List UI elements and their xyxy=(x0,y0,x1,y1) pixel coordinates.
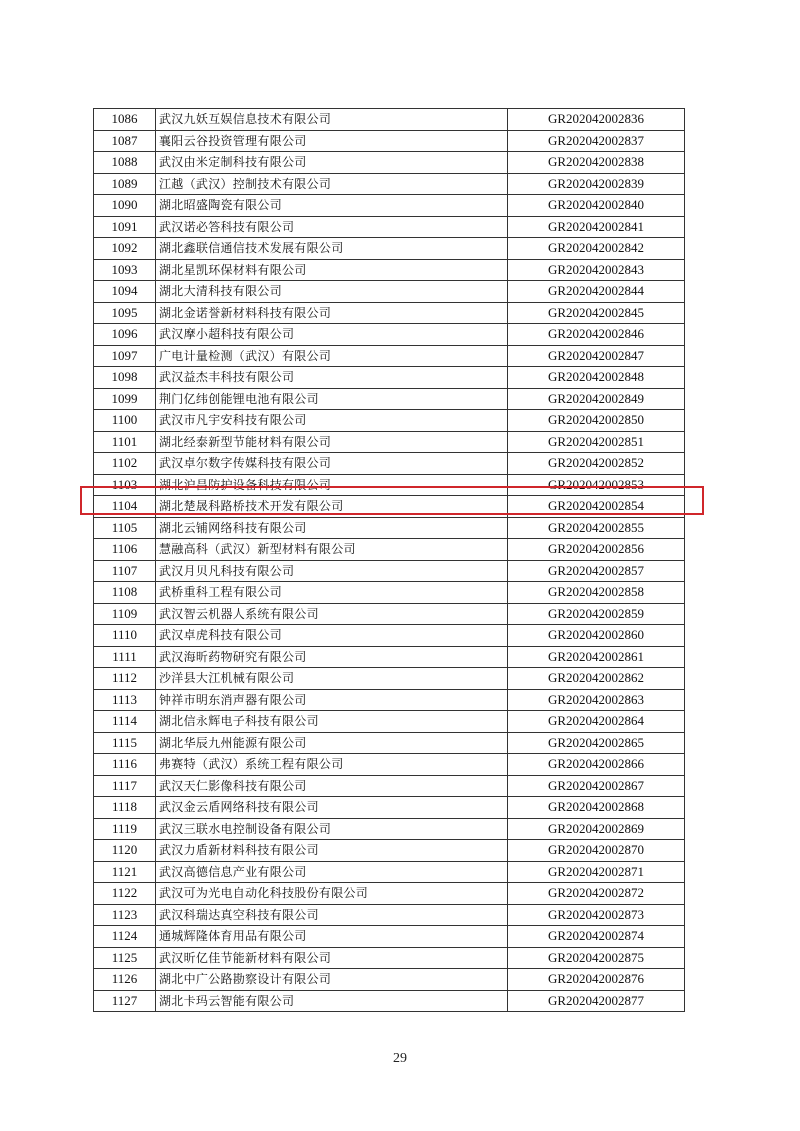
table-row xyxy=(94,947,685,969)
certificate-code-cell: GR202042002839 xyxy=(508,173,685,195)
company-name-cell: 武汉高德信息产业有限公司 xyxy=(156,861,508,883)
company-name-cell: 武汉可为光电自动化科技股份有限公司 xyxy=(156,883,508,905)
certificate-code-cell: GR202042002844 xyxy=(508,281,685,303)
company-name-cell: 湖北鑫联信通信技术发展有限公司 xyxy=(156,238,508,260)
certificate-code-cell: GR202042002857 xyxy=(508,560,685,582)
company-name-cell: 湖北卡玛云智能有限公司 xyxy=(156,990,508,1012)
certificate-code-cell: GR202042002852 xyxy=(508,453,685,475)
certificate-code-cell: GR202042002872 xyxy=(508,883,685,905)
row-number-cell: 1100 xyxy=(94,410,156,432)
row-number-cell: 1122 xyxy=(94,883,156,905)
certificate-code-cell: GR202042002869 xyxy=(508,818,685,840)
row-number-cell: 1108 xyxy=(94,582,156,604)
row-number-cell: 1124 xyxy=(94,926,156,948)
certificate-code-cell: GR202042002867 xyxy=(508,775,685,797)
company-name-cell: 武汉诺必答科技有限公司 xyxy=(156,216,508,238)
row-number-cell: 1121 xyxy=(94,861,156,883)
row-number-cell: 1114 xyxy=(94,711,156,733)
row-number-cell: 1097 xyxy=(94,345,156,367)
table-row xyxy=(94,646,685,668)
row-number-cell: 1123 xyxy=(94,904,156,926)
company-name-cell: 武汉力盾新材料科技有限公司 xyxy=(156,840,508,862)
table-row xyxy=(94,259,685,281)
row-number-cell: 1099 xyxy=(94,388,156,410)
company-name-cell: 武汉金云盾网络科技有限公司 xyxy=(156,797,508,819)
table-row xyxy=(94,238,685,260)
row-number-cell: 1117 xyxy=(94,775,156,797)
certificate-code-cell: GR202042002845 xyxy=(508,302,685,324)
certificate-code-cell: GR202042002840 xyxy=(508,195,685,217)
row-number-cell: 1105 xyxy=(94,517,156,539)
company-name-cell: 湖北中广公路勘察设计有限公司 xyxy=(156,969,508,991)
certificate-code-cell: GR202042002866 xyxy=(508,754,685,776)
company-name-cell: 武汉智云机器人系统有限公司 xyxy=(156,603,508,625)
table-body xyxy=(94,109,685,1012)
company-name-cell: 沙洋县大江机械有限公司 xyxy=(156,668,508,690)
company-name-cell: 武汉昕亿佳节能新材料有限公司 xyxy=(156,947,508,969)
certificate-code-cell: GR202042002850 xyxy=(508,410,685,432)
company-name-cell: 湖北大清科技有限公司 xyxy=(156,281,508,303)
certificate-code-cell: GR202042002864 xyxy=(508,711,685,733)
company-name-cell: 钟祥市明东消声器有限公司 xyxy=(156,689,508,711)
table-row xyxy=(94,689,685,711)
certificate-code-cell: GR202042002862 xyxy=(508,668,685,690)
company-name-cell: 湖北昭盛陶瓷有限公司 xyxy=(156,195,508,217)
company-name-cell: 武汉九妖互娱信息技术有限公司 xyxy=(156,109,508,131)
company-name-cell: 武汉由米定制科技有限公司 xyxy=(156,152,508,174)
certificate-code-cell: GR202042002847 xyxy=(508,345,685,367)
certificate-code-cell: GR202042002868 xyxy=(508,797,685,819)
table-row xyxy=(94,775,685,797)
certificate-code-cell: GR202042002871 xyxy=(508,861,685,883)
table-row xyxy=(94,754,685,776)
company-name-cell: 武汉月贝凡科技有限公司 xyxy=(156,560,508,582)
company-name-cell: 武汉科瑞达真空科技有限公司 xyxy=(156,904,508,926)
row-number-cell: 1118 xyxy=(94,797,156,819)
certificate-code-cell: GR202042002853 xyxy=(508,474,685,496)
company-name-cell: 通城辉隆体育用品有限公司 xyxy=(156,926,508,948)
company-name-cell: 慧融高科（武汉）新型材料有限公司 xyxy=(156,539,508,561)
table-row xyxy=(94,109,685,131)
row-number-cell: 1094 xyxy=(94,281,156,303)
row-number-cell: 1086 xyxy=(94,109,156,131)
table-row xyxy=(94,797,685,819)
table-row xyxy=(94,281,685,303)
certificate-code-cell: GR202042002843 xyxy=(508,259,685,281)
row-number-cell: 1125 xyxy=(94,947,156,969)
table-row xyxy=(94,732,685,754)
certificate-code-cell: GR202042002849 xyxy=(508,388,685,410)
company-name-cell: 荆门亿纬创能锂电池有限公司 xyxy=(156,388,508,410)
certificate-code-cell: GR202042002865 xyxy=(508,732,685,754)
certificate-code-cell: GR202042002877 xyxy=(508,990,685,1012)
company-name-cell: 武桥重科工程有限公司 xyxy=(156,582,508,604)
company-name-cell: 武汉三联水电控制设备有限公司 xyxy=(156,818,508,840)
certificate-code-cell: GR202042002861 xyxy=(508,646,685,668)
row-number-cell: 1126 xyxy=(94,969,156,991)
table-row xyxy=(94,582,685,604)
company-name-cell: 江越（武汉）控制技术有限公司 xyxy=(156,173,508,195)
certificate-code-cell: GR202042002860 xyxy=(508,625,685,647)
row-number-cell: 1098 xyxy=(94,367,156,389)
company-name-cell: 襄阳云谷投资管理有限公司 xyxy=(156,130,508,152)
table-row xyxy=(94,603,685,625)
table-row xyxy=(94,539,685,561)
row-number-cell: 1104 xyxy=(94,496,156,518)
table-row xyxy=(94,216,685,238)
company-name-cell: 武汉市凡宇安科技有限公司 xyxy=(156,410,508,432)
certificate-code-cell: GR202042002870 xyxy=(508,840,685,862)
table-row xyxy=(94,818,685,840)
table-row xyxy=(94,861,685,883)
row-number-cell: 1120 xyxy=(94,840,156,862)
row-number-cell: 1111 xyxy=(94,646,156,668)
company-name-cell: 湖北经泰新型节能材料有限公司 xyxy=(156,431,508,453)
company-name-cell: 广电计量检测（武汉）有限公司 xyxy=(156,345,508,367)
company-name-cell: 武汉卓尔数字传媒科技有限公司 xyxy=(156,453,508,475)
table-row xyxy=(94,431,685,453)
certificate-code-cell: GR202042002873 xyxy=(508,904,685,926)
table-row xyxy=(94,904,685,926)
table-row xyxy=(94,388,685,410)
table-row xyxy=(94,668,685,690)
certificate-code-cell: GR202042002874 xyxy=(508,926,685,948)
company-name-cell: 武汉益杰丰科技有限公司 xyxy=(156,367,508,389)
company-name-cell: 武汉摩小超科技有限公司 xyxy=(156,324,508,346)
company-name-cell: 弗赛特（武汉）系统工程有限公司 xyxy=(156,754,508,776)
table-row xyxy=(94,453,685,475)
company-name-cell: 湖北华辰九州能源有限公司 xyxy=(156,732,508,754)
row-number-cell: 1092 xyxy=(94,238,156,260)
row-number-cell: 1116 xyxy=(94,754,156,776)
company-name-cell: 武汉卓虎科技有限公司 xyxy=(156,625,508,647)
table-row xyxy=(94,926,685,948)
table-row xyxy=(94,130,685,152)
company-name-cell: 湖北楚晟科路桥技术开发有限公司 xyxy=(156,496,508,518)
row-number-cell: 1113 xyxy=(94,689,156,711)
certificate-code-cell: GR202042002855 xyxy=(508,517,685,539)
certificate-code-cell: GR202042002851 xyxy=(508,431,685,453)
company-name-cell: 湖北信永辉电子科技有限公司 xyxy=(156,711,508,733)
company-name-cell: 湖北金诺誉新材料科技有限公司 xyxy=(156,302,508,324)
table-row xyxy=(94,173,685,195)
certificate-code-cell: GR202042002856 xyxy=(508,539,685,561)
certificate-code-cell: GR202042002875 xyxy=(508,947,685,969)
table-row xyxy=(94,474,685,496)
table-row xyxy=(94,302,685,324)
certificate-code-cell: GR202042002876 xyxy=(508,969,685,991)
row-number-cell: 1089 xyxy=(94,173,156,195)
table-row xyxy=(94,560,685,582)
row-number-cell: 1088 xyxy=(94,152,156,174)
certificate-code-cell: GR202042002842 xyxy=(508,238,685,260)
certificate-code-cell: GR202042002863 xyxy=(508,689,685,711)
row-number-cell: 1106 xyxy=(94,539,156,561)
table-row xyxy=(94,152,685,174)
row-number-cell: 1101 xyxy=(94,431,156,453)
table-row xyxy=(94,711,685,733)
row-number-cell: 1093 xyxy=(94,259,156,281)
table-row xyxy=(94,840,685,862)
row-number-cell: 1091 xyxy=(94,216,156,238)
row-number-cell: 1115 xyxy=(94,732,156,754)
certificate-code-cell: GR202042002838 xyxy=(508,152,685,174)
row-number-cell: 1095 xyxy=(94,302,156,324)
certificate-code-cell: GR202042002841 xyxy=(508,216,685,238)
table-row xyxy=(94,345,685,367)
row-number-cell: 1090 xyxy=(94,195,156,217)
table-row xyxy=(94,969,685,991)
table-row xyxy=(94,990,685,1012)
row-number-cell: 1110 xyxy=(94,625,156,647)
table-row-highlighted xyxy=(94,496,685,518)
certificate-code-cell: GR202042002836 xyxy=(508,109,685,131)
row-number-cell: 1096 xyxy=(94,324,156,346)
certificate-code-cell: GR202042002837 xyxy=(508,130,685,152)
page-number: 29 xyxy=(393,1051,407,1066)
row-number-cell: 1103 xyxy=(94,474,156,496)
company-name-cell: 武汉天仁影像科技有限公司 xyxy=(156,775,508,797)
company-name-cell: 湖北沪昌防护设备科技有限公司 xyxy=(156,474,508,496)
company-name-cell: 武汉海昕药物研究有限公司 xyxy=(156,646,508,668)
table-row xyxy=(94,324,685,346)
company-name-cell: 湖北云铺网络科技有限公司 xyxy=(156,517,508,539)
table-row xyxy=(94,367,685,389)
table-row xyxy=(94,410,685,432)
certificate-code-cell: GR202042002846 xyxy=(508,324,685,346)
row-number-cell: 1102 xyxy=(94,453,156,475)
table-row xyxy=(94,517,685,539)
company-registry-table xyxy=(93,108,685,1012)
company-name-cell: 湖北星凯环保材料有限公司 xyxy=(156,259,508,281)
certificate-code-cell: GR202042002858 xyxy=(508,582,685,604)
table-row xyxy=(94,625,685,647)
row-number-cell: 1112 xyxy=(94,668,156,690)
certificate-code-cell: GR202042002854 xyxy=(508,496,685,518)
table-row xyxy=(94,883,685,905)
row-number-cell: 1127 xyxy=(94,990,156,1012)
row-number-cell: 1107 xyxy=(94,560,156,582)
row-number-cell: 1119 xyxy=(94,818,156,840)
row-number-cell: 1109 xyxy=(94,603,156,625)
row-number-cell: 1087 xyxy=(94,130,156,152)
certificate-code-cell: GR202042002859 xyxy=(508,603,685,625)
table-row xyxy=(94,195,685,217)
certificate-code-cell: GR202042002848 xyxy=(508,367,685,389)
